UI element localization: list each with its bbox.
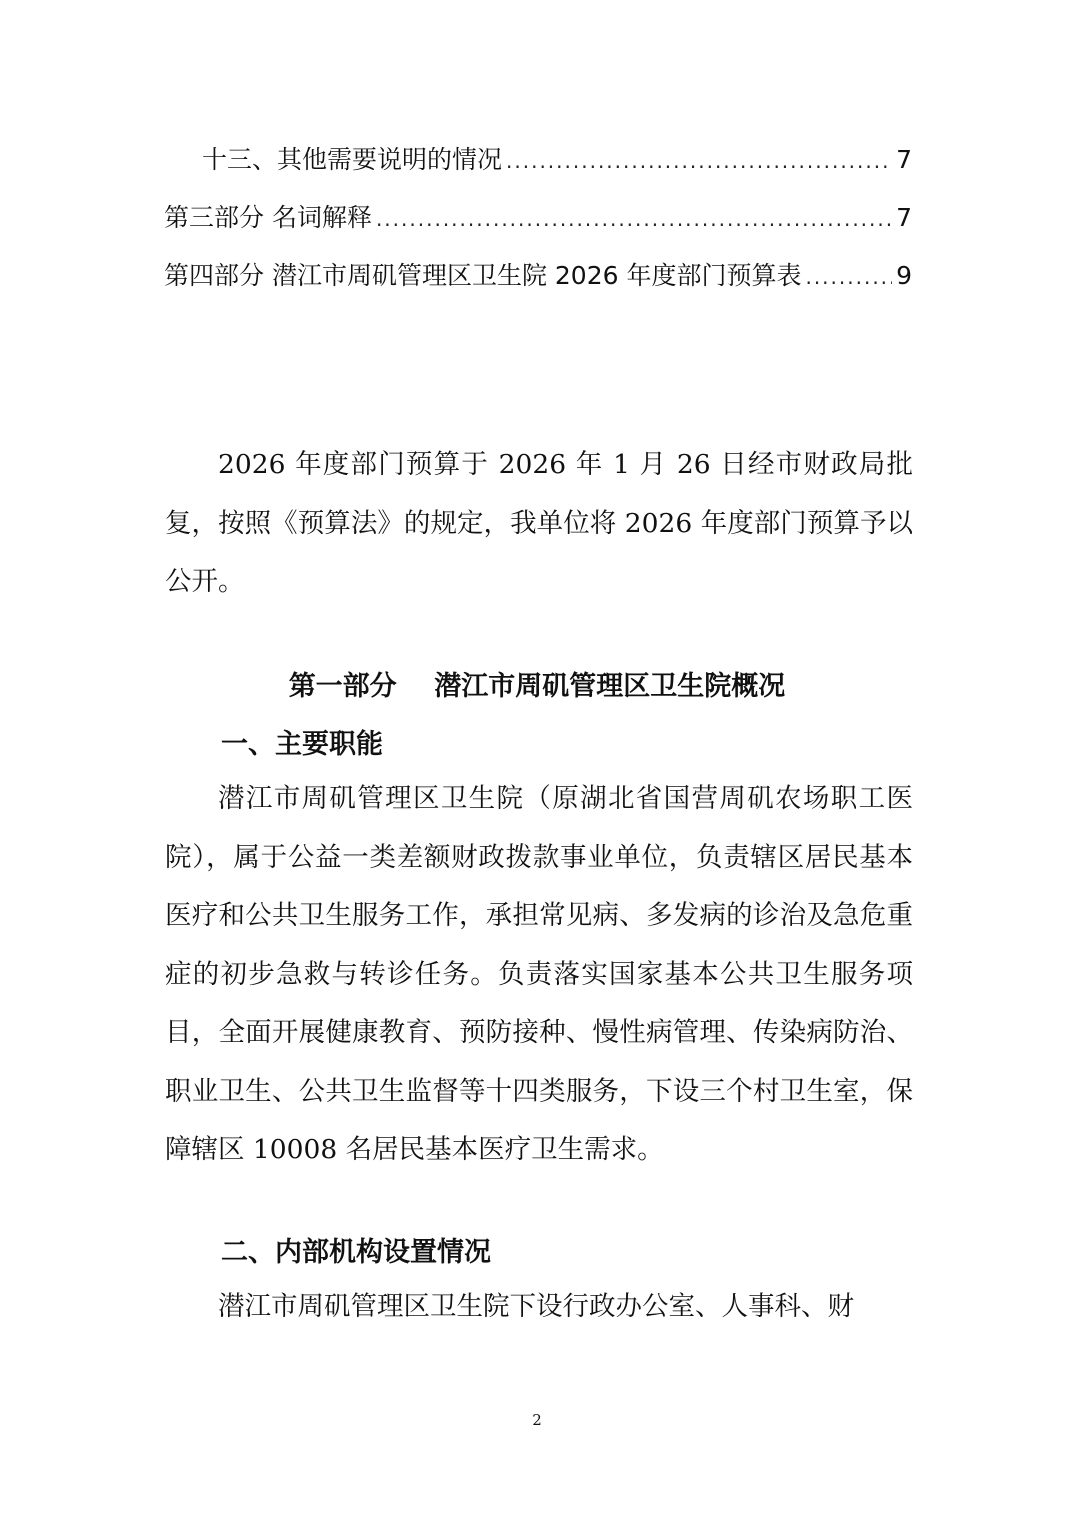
toc-entry-page: 9 [896,261,912,290]
toc-dot-leader [376,207,892,231]
toc-dot-leader [805,265,892,289]
toc-dot-leader [506,149,892,173]
toc-entry-label: 第四部分 潜江市周矶管理区卫生院 2026 年度部门预算表 [164,261,802,290]
toc-entry-label: 第三部分 名词解释 [164,203,372,232]
table-of-contents [164,140,912,314]
toc-entry[interactable] [164,198,912,236]
intro-paragraph: 2026 年度部门预算于 2026 年 1 月 26 日经市财政局批复，按照《预算法》的规定，我单位将 2026 年度部门预算予以公开。 [165,449,913,597]
internal-structure-paragraph: 潜江市周矶管理区卫生院下设行政办公室、人事科、财 [218,1291,854,1322]
section-heading-main-functions: 一、主要职能 [221,729,383,760]
toc-entry[interactable] [164,140,912,178]
toc-entry-page: 7 [896,203,912,232]
toc-entry-label: 十三、其他需要说明的情况 [202,145,503,174]
main-functions-paragraph: 潜江市周矶管理区卫生院（原湖北省国营周矶农场职工医院），属于公益一类差额财政拨款事业单位，负责辖区居民基本医疗和公共卫生服务工作，承担常见病、多发病的诊治及急危重症的初步急救与转诊任务。负责落实国家基本公共卫生服务项目，全面开展健康教育、预防接种、慢性病管理、传染病防治、职业卫生、公共卫生监督等十四类服务，下设三个村卫生室，保障辖区 10008 名居民基本医疗卫生需求。 [165,783,913,1165]
toc-entry[interactable] [164,256,912,294]
section-heading-internal-structure: 二、内部机构设置情况 [221,1237,491,1268]
page-number: 2 [532,1411,542,1429]
part-one-title: 第一部分 潜江市周矶管理区卫生院概况 [288,671,786,702]
toc-entry-page: 7 [896,145,912,174]
